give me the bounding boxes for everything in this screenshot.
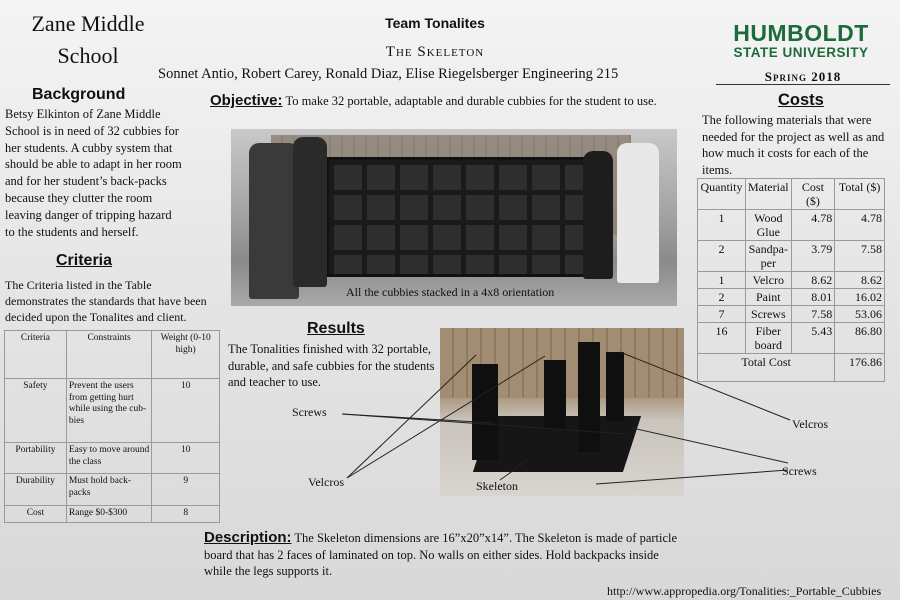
constraint-cell: Easy to move around the class — [66, 443, 152, 474]
background-text: Betsy Elkinton of Zane Middle School is in need of 32 cubbies for her students. A cubby system that should be able to adapt in her room and for her student’s back-packs because they clutter the room leaving danger of tripping hazard to the students and herself. — [5, 107, 182, 239]
total-cell: 86.80 — [835, 323, 885, 354]
total-cost-label: Total Cost — [698, 354, 835, 382]
stacked-cubbies — [326, 157, 588, 277]
results-text: The Tonalities finished with 32 portable, durable, and safe cubbies for the students and teacher to use. — [228, 342, 435, 389]
qty-cell: 2 — [698, 241, 746, 272]
criteria-cell: Durability — [5, 474, 67, 506]
cost-cell: 5.43 — [791, 323, 835, 354]
term-label: Spring 2018 — [764, 69, 842, 84]
total-cell: 16.02 — [835, 289, 885, 306]
total-cell: 53.06 — [835, 306, 885, 323]
header-divider — [716, 84, 890, 85]
criteria-heading: Criteria — [56, 252, 113, 269]
constraint-cell: Must hold back-packs — [66, 474, 152, 506]
skeleton-leg — [578, 342, 600, 452]
criteria-cell: Safety — [5, 379, 67, 443]
skeleton-leg — [544, 360, 566, 430]
university-logo-line1: HUMBOLDT — [733, 20, 869, 46]
constraint-cell: Prevent the users from getting hurt while using the cub-bies — [66, 379, 152, 443]
weight-cell: 10 — [152, 379, 220, 443]
weight-cell: 10 — [152, 443, 220, 474]
description — [204, 530, 684, 580]
student-figure — [293, 137, 327, 287]
label-velcros-right: Velcros — [792, 417, 828, 431]
student-figure — [249, 143, 299, 299]
table-row — [5, 379, 220, 443]
table-row — [698, 323, 885, 354]
cubbies-photo — [231, 129, 677, 306]
table-row — [698, 289, 885, 306]
material-cell: Sandpa-per — [745, 241, 791, 272]
qty-cell: 1 — [698, 210, 746, 241]
total-cost-value: 176.86 — [835, 354, 885, 382]
cost-cell: 4.78 — [791, 210, 835, 241]
description-label: Description: — [204, 529, 292, 546]
qty-cell: 2 — [698, 289, 746, 306]
weight-cell: 9 — [152, 474, 220, 506]
student-figure — [583, 151, 613, 279]
material-cell: Paint — [745, 289, 791, 306]
description-text: The Skeleton dimensions are 16”x20”x14”. The Skeleton is made of particle board that has 2 faces of laminated on top. No walls on either sides. Hold backpacks inside while the legs supports it. — [204, 531, 678, 578]
costs-table-header — [698, 179, 885, 210]
material-cell: Screws — [745, 306, 791, 323]
qty-cell: 1 — [698, 272, 746, 289]
label-skeleton: Skeleton — [476, 479, 518, 493]
total-cell: 4.78 — [835, 210, 885, 241]
skeleton-photo — [440, 328, 684, 496]
source-url: http://www.appropedia.org/Tonalities:_Portable_Cubbies — [607, 584, 882, 598]
table-row — [5, 506, 220, 523]
criteria-table-header — [5, 331, 220, 379]
total-cell: 8.62 — [835, 272, 885, 289]
cost-cell: 8.62 — [791, 272, 835, 289]
material-cell: Wood Glue — [745, 210, 791, 241]
constraint-cell: Range $0-$300 — [66, 506, 152, 523]
objective-label: Objective: — [210, 92, 283, 109]
total-cell: 7.58 — [835, 241, 885, 272]
objective-text: To make 32 portable, adaptable and durable cubbies for the student to use. — [285, 94, 657, 108]
photo-caption: All the cubbies stacked in a 4x8 orientation — [346, 285, 555, 299]
table-row — [5, 474, 220, 506]
team-name: Team Tonalites — [385, 15, 485, 31]
costs-heading: Costs — [778, 91, 824, 109]
skeleton-leg — [606, 352, 624, 422]
weight-cell: 8 — [152, 506, 220, 523]
school-name: Zane Middle School — [31, 11, 145, 68]
criteria-cell: Portability — [5, 443, 67, 474]
objective — [210, 92, 657, 109]
material-cell: Fiber board — [745, 323, 791, 354]
results-heading: Results — [307, 320, 365, 337]
criteria-header-constraints: Constraints — [66, 331, 152, 379]
project-title: The Skeleton — [385, 44, 485, 60]
cost-cell: 3.79 — [791, 241, 835, 272]
table-row — [698, 241, 885, 272]
label-screws-left: Screws — [292, 405, 327, 419]
label-velcros-left: Velcros — [308, 475, 344, 489]
criteria-header-criteria: Criteria — [5, 331, 67, 379]
skeleton-leg — [472, 364, 498, 460]
background-heading: Background — [32, 86, 126, 103]
costs-header-cost: Cost ($) — [791, 179, 835, 210]
authors-line: Sonnet Antio, Robert Carey, Ronald Diaz, Elise Riegelsberger Engineering 215 — [158, 66, 619, 82]
table-row — [698, 306, 885, 323]
costs-header-quantity: Quantity — [698, 179, 746, 210]
costs-header-material: Material — [745, 179, 791, 210]
criteria-table — [4, 330, 220, 523]
criteria-cell: Cost — [5, 506, 67, 523]
student-figure — [617, 143, 659, 283]
costs-header-total: Total ($) — [835, 179, 885, 210]
material-cell: Velcro — [745, 272, 791, 289]
qty-cell: 7 — [698, 306, 746, 323]
table-row — [698, 272, 885, 289]
costs-table — [697, 178, 885, 382]
qty-cell: 16 — [698, 323, 746, 354]
label-screws-right: Screws — [782, 464, 817, 478]
costs-text: The following materials that were needed for the project as well as and how much it costs for each of the items. — [702, 113, 885, 177]
costs-total-row — [698, 354, 885, 382]
criteria-header-weight: Weight (0-10 high) — [152, 331, 220, 379]
university-logo-line2: STATE UNIVERSITY — [733, 45, 869, 60]
cost-cell: 7.58 — [791, 306, 835, 323]
criteria-text: The Criteria listed in the Table demonstrates the standards that have been decided upon the Tonalites and client. — [5, 278, 207, 324]
cost-cell: 8.01 — [791, 289, 835, 306]
table-row — [5, 443, 220, 474]
table-row — [698, 210, 885, 241]
